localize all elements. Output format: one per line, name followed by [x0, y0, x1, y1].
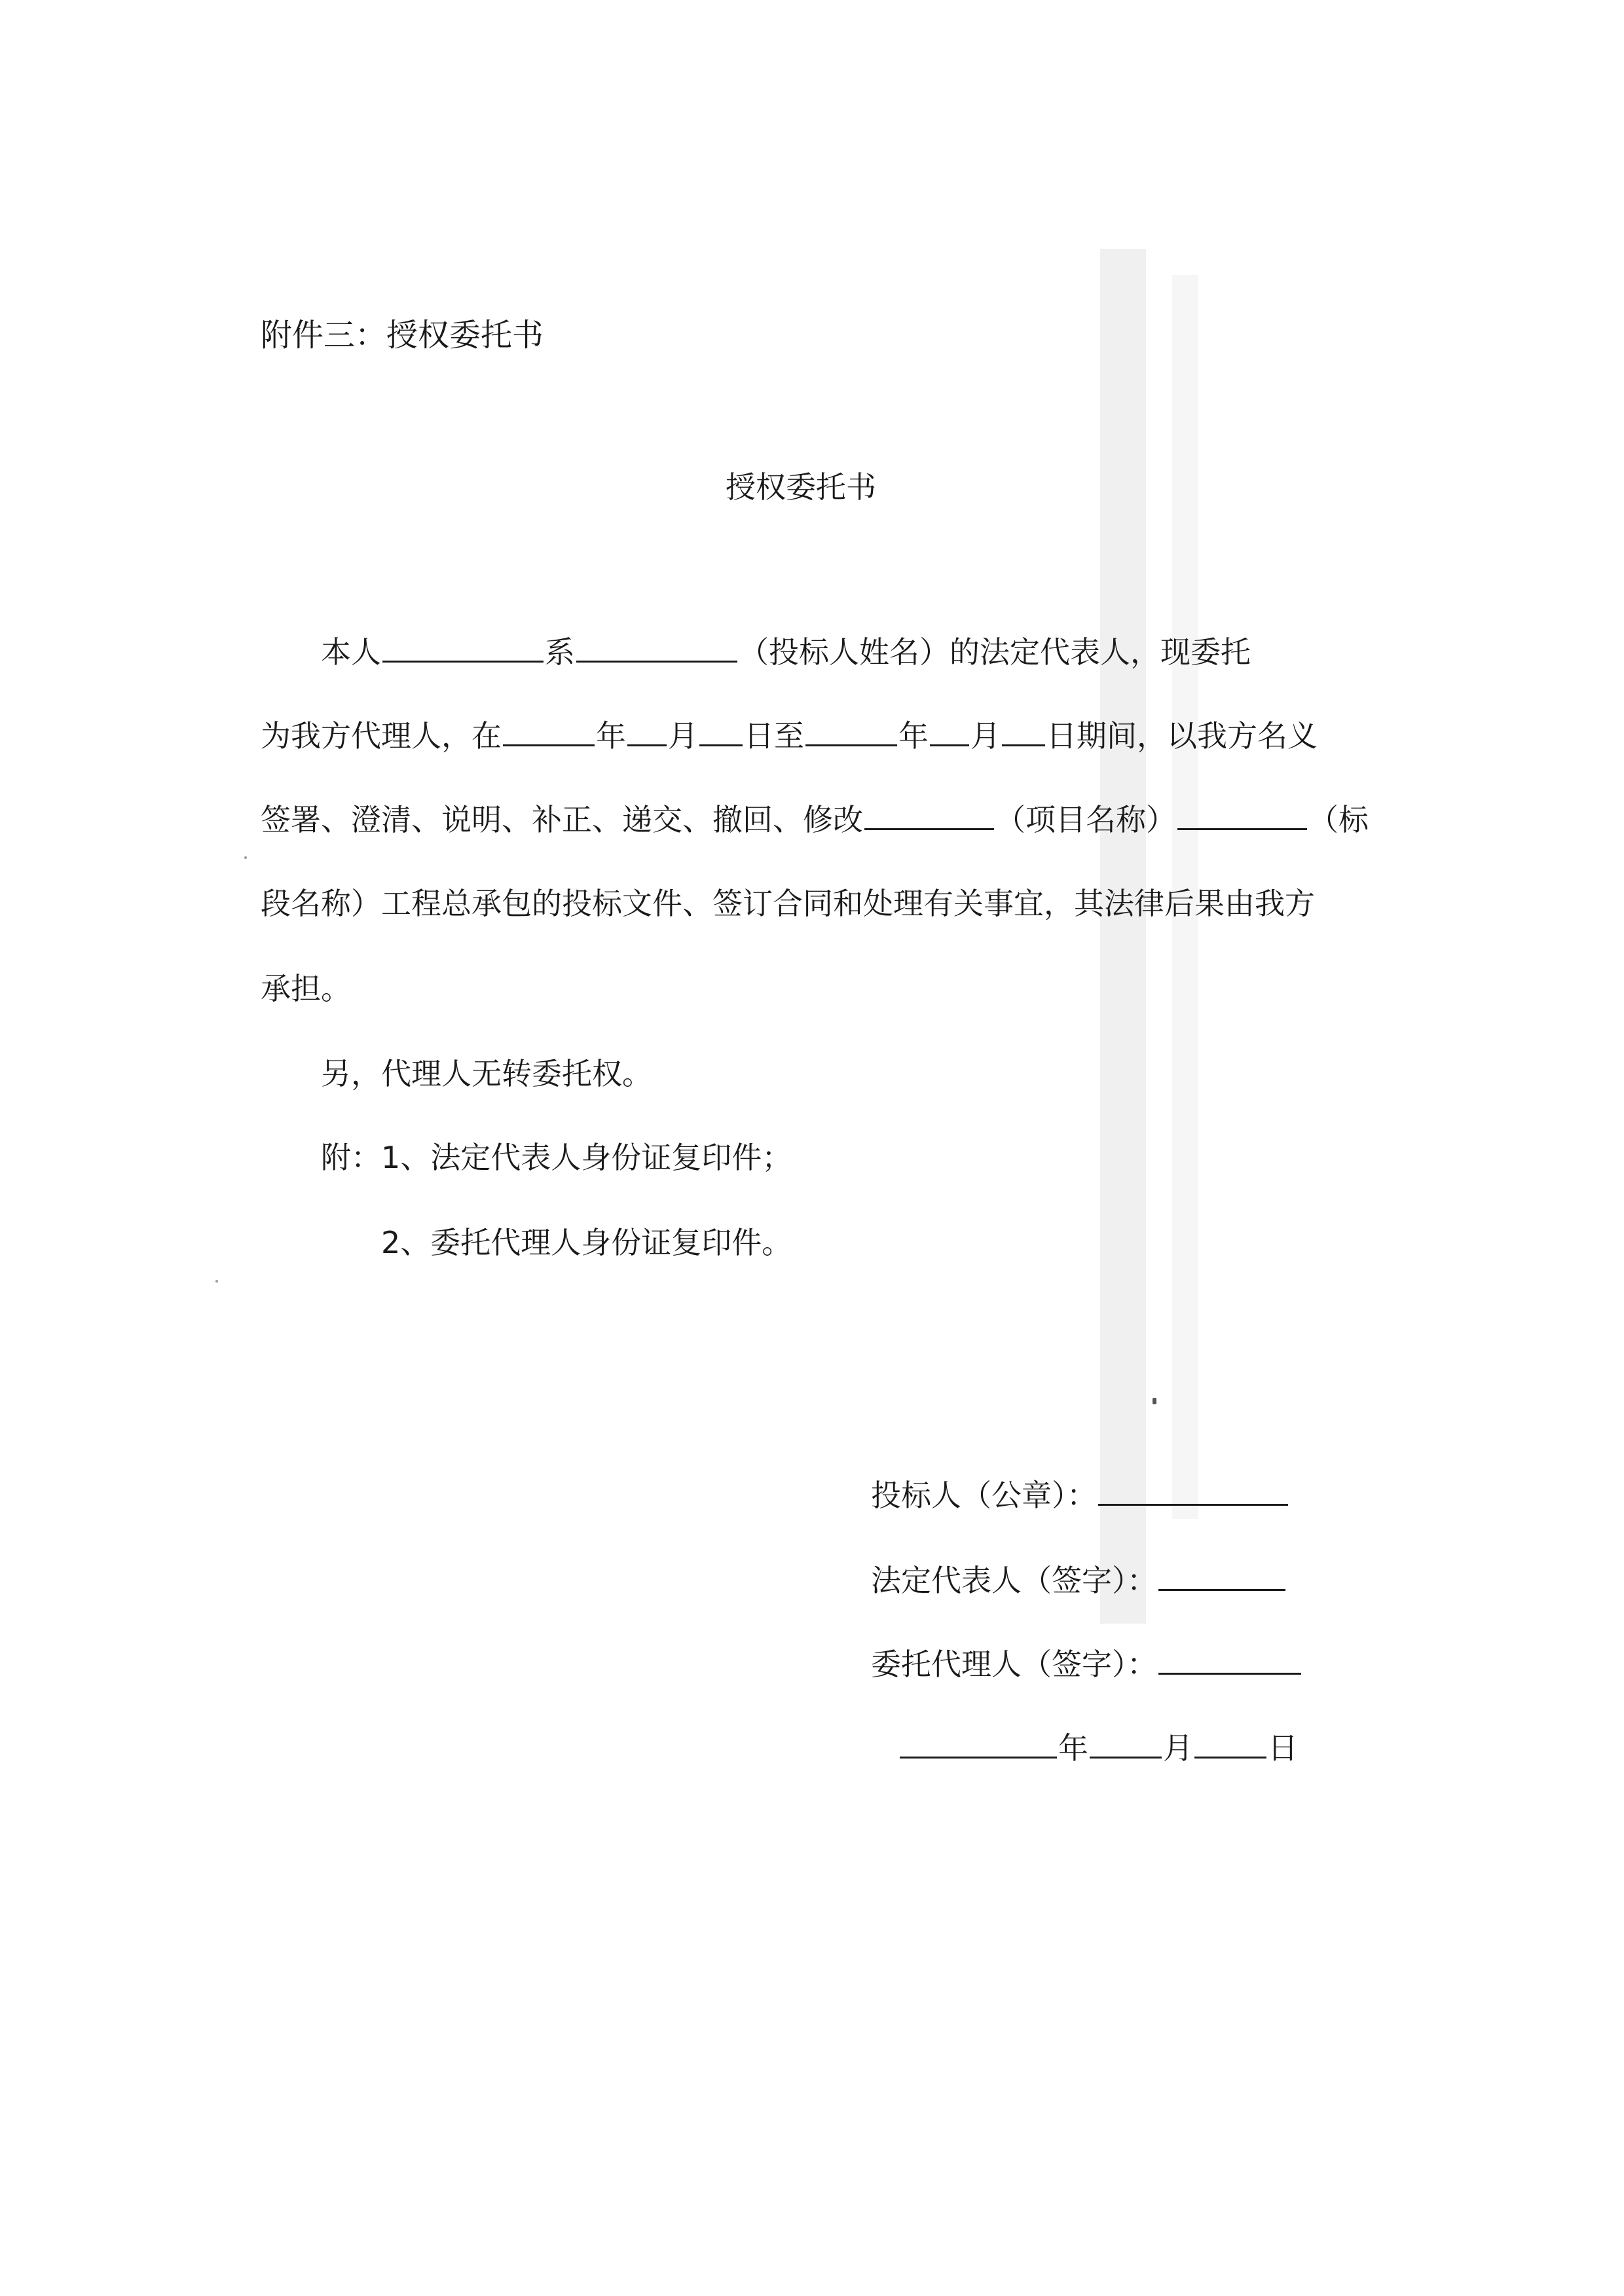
- scan-speck: [244, 856, 247, 859]
- fill-blank-start-month[interactable]: [627, 718, 667, 746]
- text-segment: 年: [596, 718, 626, 754]
- note-line: 另，代理人无转委托权。: [321, 1056, 652, 1091]
- scan-speck: [1153, 1398, 1156, 1404]
- body-line-1: [321, 632, 1251, 672]
- text-segment: 月: [1163, 1730, 1193, 1766]
- fill-blank-bidder[interactable]: [576, 634, 737, 663]
- attachment-heading: 附件三：授权委托书: [261, 317, 544, 354]
- fill-blank-start-year[interactable]: [503, 718, 595, 746]
- fill-blank-end-month[interactable]: [930, 718, 969, 746]
- attachment-item-2: 2、委托代理人身份证复印件。: [381, 1225, 792, 1260]
- fill-blank-end-day[interactable]: [1002, 718, 1045, 746]
- fill-blank-start-day[interactable]: [699, 718, 743, 746]
- fill-blank-sign-day[interactable]: [1194, 1730, 1266, 1758]
- signature-legal-rep: [871, 1561, 1287, 1600]
- text-segment: （投标人姓名）的法定代表人，现委托: [739, 634, 1251, 670]
- fill-blank-legal-rep-sign[interactable]: [1158, 1563, 1285, 1591]
- text-segment: 年: [898, 718, 929, 754]
- attachment-item-1: 附：1、法定代表人身份证复印件；: [321, 1140, 792, 1175]
- text-segment: （标: [1308, 802, 1369, 837]
- body-line-2: [261, 716, 1318, 756]
- body-line-5: 承担。: [261, 971, 351, 1006]
- scan-speck: [215, 1280, 218, 1283]
- text-segment: 月: [668, 718, 698, 754]
- fill-blank-end-year[interactable]: [805, 718, 897, 746]
- body-line-4: 段名称）工程总承包的投标文件、签订合同和处理有关事宜，其法律后果由我方: [261, 886, 1315, 921]
- body-line-3: [261, 800, 1369, 839]
- signature-label: 委托代理人（签字）：: [871, 1647, 1157, 1682]
- fill-blank-sign-month[interactable]: [1090, 1730, 1162, 1758]
- signature-bidder: [871, 1476, 1289, 1515]
- text-segment: （项目名称）: [995, 802, 1176, 837]
- text-segment: 签署、澄清、说明、补正、递交、撤回、修改: [261, 802, 863, 837]
- text-segment: 本人: [321, 634, 381, 670]
- fill-blank-name[interactable]: [382, 634, 544, 663]
- fill-blank-agent-sign[interactable]: [1158, 1647, 1301, 1675]
- signature-agent: [871, 1645, 1302, 1684]
- page-title: 授权委托书: [726, 469, 876, 505]
- text-segment: 为我方代理人，在: [261, 718, 502, 754]
- text-segment: 年: [1058, 1730, 1088, 1766]
- text-segment: 系: [545, 634, 575, 670]
- text-segment: 日期间，以我方名义: [1046, 718, 1318, 754]
- signature-date: [898, 1728, 1298, 1768]
- text-segment: 日: [1268, 1730, 1298, 1766]
- fill-blank-sign-year[interactable]: [900, 1730, 1057, 1758]
- text-segment: 日至: [744, 718, 804, 754]
- signature-label: 投标人（公章）：: [871, 1478, 1097, 1513]
- fill-blank-bidder-seal[interactable]: [1098, 1478, 1288, 1506]
- scan-artifact: [1100, 249, 1146, 1624]
- text-segment: 月: [970, 718, 1001, 754]
- fill-blank-project[interactable]: [864, 802, 994, 830]
- signature-label: 法定代表人（签字）：: [871, 1563, 1157, 1598]
- fill-blank-section[interactable]: [1177, 802, 1307, 830]
